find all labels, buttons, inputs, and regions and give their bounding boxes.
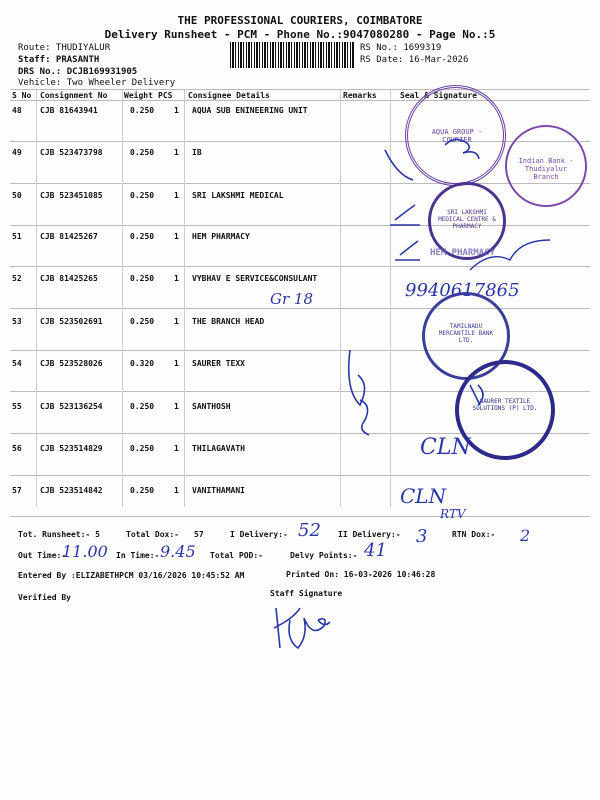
entered-by: Entered By :ELIZABETHPCM 03/16/2026 10:45:52 AM [18, 571, 245, 580]
staff-label: Staff: PRASANTH [18, 55, 100, 65]
row-sno: 49 [12, 148, 22, 157]
handwritten-cln: CLN [400, 484, 447, 508]
row-sno: 51 [12, 232, 22, 241]
row-pcs: 1 [174, 274, 179, 283]
row-weight: 0.320 [130, 359, 155, 368]
rtn-dox-value: 2 [520, 526, 531, 545]
route-label: Route: THUDIYALUR [18, 43, 111, 53]
rs-number: RS No.: 1699319 [360, 43, 442, 53]
row-consignment: CJB 523502691 [40, 317, 103, 326]
row-pcs: 1 [174, 106, 179, 115]
row-consignment: CJB 81425267 [40, 232, 98, 241]
row-sno: 50 [12, 191, 22, 200]
tot-runsheet: Tot. Runsheet:- 5 [18, 530, 100, 539]
row-sno: 52 [12, 274, 22, 283]
col-weight: Weight [124, 91, 153, 100]
runsheet-title: Delivery Runsheet - PCM - Phone No.:9047080280 - Page No.:5 [104, 28, 496, 41]
out-time-value: 11.00 [62, 542, 108, 561]
total-dox-value: 57 [194, 530, 204, 539]
row-consignee: THE BRANCH HEAD [192, 317, 265, 326]
in-time-value: 9.45 [160, 542, 196, 561]
total-dox-label: Total Dox:- [126, 530, 179, 539]
row-consignee: VANITHAMANI [192, 486, 245, 495]
ii-delivery-value: 3 [416, 526, 428, 547]
row-weight: 0.250 [130, 402, 155, 411]
col-consignee: Consignee Details [188, 91, 270, 100]
divider [10, 89, 590, 90]
aqua-group-stamp: AQUA GROUP · COURIER [405, 85, 506, 186]
col-remarks: Remarks [343, 91, 377, 100]
row-pcs: 1 [174, 444, 179, 453]
handwritten-phone: 9940617865 [405, 280, 520, 301]
col-consignment: Consignment No [40, 91, 108, 100]
branch-stamp: TAMILNADU MERCANTILE BANK LTD. [422, 292, 510, 380]
row-weight: 0.250 [130, 444, 155, 453]
staff-signature-label: Staff Signature [270, 589, 343, 598]
saurer-stamp: SAURER TEXTILE SOLUTIONS (P) LTD. [455, 360, 555, 460]
row-consignment: CJB 81643941 [40, 106, 98, 115]
row-pcs: 1 [174, 148, 179, 157]
row-sno: 57 [12, 486, 22, 495]
bank-stamp: Indian Bank · Thudiyalur Branch [505, 125, 587, 207]
row-consignment: CJB 523451085 [40, 191, 103, 200]
row-pcs: 1 [174, 232, 179, 241]
drs-number: DRS No.: DCJB169931905 [18, 67, 138, 77]
row-consignee: SAURER TEXX [192, 359, 245, 368]
row-consignee: SRI LAKSHMI MEDICAL [192, 191, 284, 200]
row-consignment: CJB 523514829 [40, 444, 103, 453]
delvy-points-label: Delvy Points:- [290, 551, 358, 560]
col-seal: Seal & Signature [400, 91, 478, 100]
row-pcs: 1 [174, 402, 179, 411]
barcode [230, 42, 355, 68]
i-delivery-label: I Delivery:- [230, 530, 288, 539]
row-weight: 0.250 [130, 317, 155, 326]
row-weight: 0.250 [130, 232, 155, 241]
hem-pharmacy-stamp: HEM PHARMACY [430, 248, 496, 258]
col-pcs: PCS [158, 91, 173, 100]
row-consignment: CJB 523528026 [40, 359, 103, 368]
ii-delivery-label: II Delivery:- [338, 530, 401, 539]
row-pcs: 1 [174, 191, 179, 200]
row-consignee: AQUA SUB ENINEERING UNIT [192, 106, 308, 115]
row-pcs: 1 [174, 317, 179, 326]
row-weight: 0.250 [130, 274, 155, 283]
row-consignee: THILAGAVATH [192, 444, 245, 453]
row-sno: 54 [12, 359, 22, 368]
row-sno: 48 [12, 106, 22, 115]
row-consignment: CJB 523473798 [40, 148, 103, 157]
row-sno: 53 [12, 317, 22, 326]
row-weight: 0.250 [130, 106, 155, 115]
delvy-points-value: 41 [364, 540, 387, 561]
row-consignment: CJB 81425265 [40, 274, 98, 283]
out-time-label: Out Time:- [18, 551, 67, 560]
handwritten-note: Gr 18 [270, 290, 314, 308]
col-sno: S No [12, 91, 32, 100]
row-pcs: 1 [174, 359, 179, 368]
i-delivery-value: 52 [298, 520, 321, 541]
staff-signature [268, 600, 338, 655]
rs-date: RS Date: 16-Mar-2026 [360, 55, 469, 65]
row-sno: 56 [12, 444, 22, 453]
row-pcs: 1 [174, 486, 179, 495]
row-weight: 0.250 [130, 486, 155, 495]
company-title: THE PROFESSIONAL COURIERS, COIMBATORE [177, 14, 423, 27]
signature-marks [340, 100, 580, 520]
handwritten-cln: CLN [420, 435, 471, 460]
vehicle-label: Vehicle: Two Wheeler Delivery [18, 78, 176, 88]
printed-on: Printed On: 16-03-2026 10:46:28 [286, 570, 436, 579]
row-consignee: SANTHOSH [192, 402, 231, 411]
row-consignee: HEM PHARMACY [192, 232, 250, 241]
rtn-dox-label: RTN Dox:- [452, 530, 496, 539]
row-weight: 0.250 [130, 191, 155, 200]
row-sno: 55 [12, 402, 22, 411]
total-pod-label: Total POD:- [210, 551, 263, 560]
row-weight: 0.250 [130, 148, 155, 157]
row-consignee: VYBHAV E SERVICE&CONSULANT [192, 274, 318, 283]
row-consignment: CJB 523136254 [40, 402, 103, 411]
verified-by: Verified By [18, 593, 71, 602]
handwritten-rtv: RTV [440, 507, 466, 521]
medical-stamp: SRI LAKSHMI MEDICAL CENTRE & PHARMACY [428, 182, 506, 260]
row-consignee: IB [192, 148, 202, 157]
in-time-label: In Time:- [116, 551, 160, 560]
row-consignment: CJB 523514842 [40, 486, 103, 495]
